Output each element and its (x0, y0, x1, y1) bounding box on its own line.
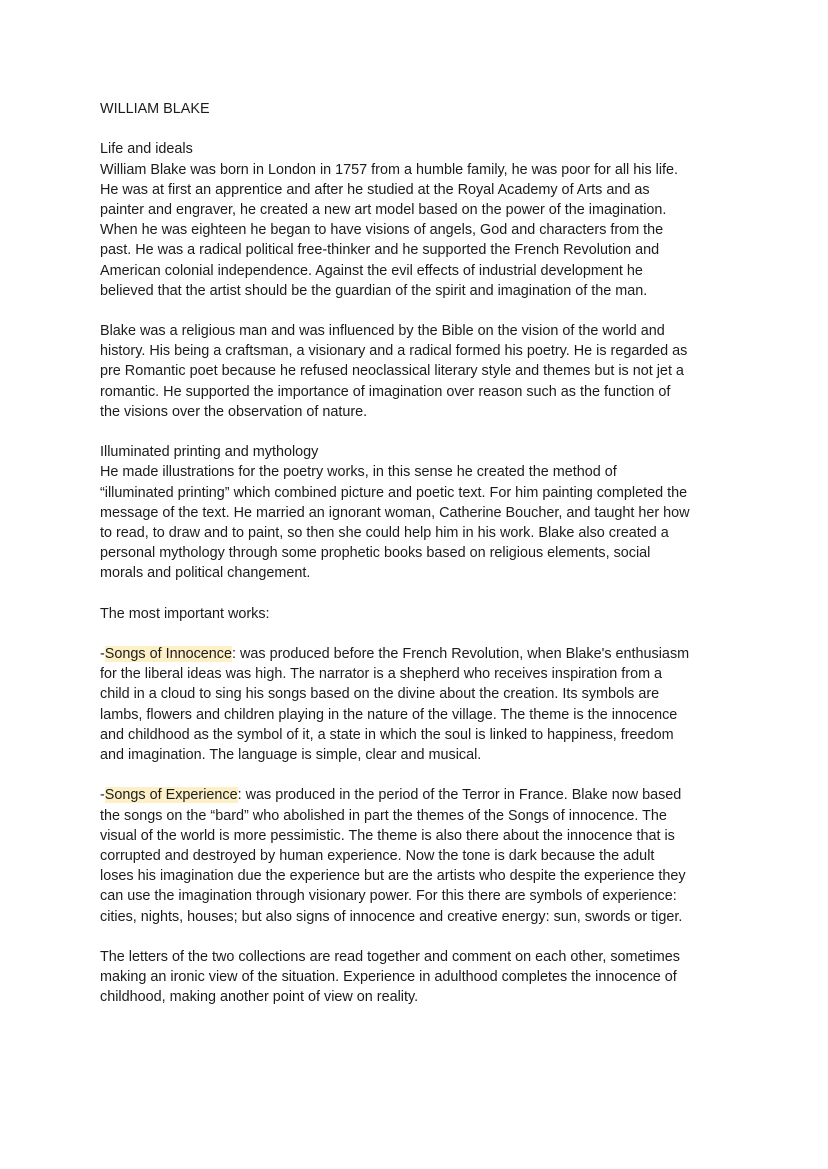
text-line: and childhood as the symbol of it, a state in which the soul is linked to happiness, freedom (100, 726, 674, 743)
text-line: child in a cloud to sing his songs based on the divine about the creation. Its symbols are (100, 686, 660, 703)
document-section (100, 604, 760, 624)
text-line: “illuminated printing” which combined picture and poetic text. For him painting completed the (100, 484, 688, 501)
text-line: believed that the artist should be the guardian of the spirit and imagination of the man. (100, 282, 648, 299)
text-line: The most important works: (100, 605, 270, 622)
document-title: WILLIAM BLAKE (100, 101, 210, 117)
text-line (100, 644, 760, 664)
text-line: The letters of the two collections are read together and comment on each other, sometimes (100, 948, 680, 965)
document-section (100, 139, 760, 301)
item-prefix: - (100, 787, 105, 804)
text-line: romantic. He supported the importance of imagination over reason such as the function of (100, 383, 671, 400)
document-section (100, 321, 760, 422)
text-line: for the liberal ideas was high. The narrator is a shepherd who receives inspiration from a (100, 666, 663, 683)
text-line: He made illustrations for the poetry works, in this sense he created the method of (100, 464, 617, 481)
text-line: to read, to draw and to paint, so then she could help him in his work. Blake also created a (100, 524, 669, 541)
text-line: American colonial independence. Against the evil effects of industrial development he (100, 262, 643, 279)
text-line: Blake was a religious man and was influenced by the Bible on the vision of the world and (100, 323, 665, 340)
text-line: message of the text. He married an ignorant woman, Catherine Boucher, and taught her how (100, 504, 690, 521)
text-line: When he was eighteen he began to have visions of angels, God and characters from the (100, 222, 664, 239)
document-section (100, 644, 760, 765)
text-line: the visions over the observation of nature. (100, 403, 368, 420)
text-line: loses his imagination due the experience but are the artists who despite the experience they (100, 868, 686, 885)
text-line: and imagination. The language is simple, clear and musical. (100, 747, 482, 763)
text-line: morals and political changement. (100, 565, 311, 582)
text-line: visual of the world is more pessimistic. The theme is also there about the innocence that is (100, 827, 675, 844)
document-section (100, 442, 760, 583)
item-text: : was produced before the French Revolution, when Blake's enthusiasm (232, 646, 690, 663)
text-line: childhood, making another point of view on reality. (100, 989, 419, 1006)
text-line: can use the imagination through visionary power. For this there are symbols of experience: (100, 888, 677, 905)
text-line: making an ironic view of the situation. Experience in adulthood completes the innocence of (100, 969, 677, 986)
document-section (100, 99, 760, 119)
text-line: William Blake was born in London in 1757 from a humble family, he was poor for all his life. (100, 161, 679, 178)
text-line: He was at first an apprentice and after he studied at the Royal Academy of Arts and as (100, 181, 650, 198)
text-line: lambs, flowers and children playing in the nature of the village. The theme is the innocence (100, 706, 678, 723)
item-prefix: - (100, 646, 105, 663)
document-page (100, 99, 760, 1028)
text-line: pre Romantic poet because he refused neoclassical literary style and themes but is not jet a (100, 363, 684, 380)
document-section (100, 785, 760, 926)
text-line: Life and ideals (100, 141, 193, 158)
highlighted-title: Songs of Experience (104, 787, 238, 804)
text-line: painter and engraver, he created a new art model based on the power of the imagination. (100, 201, 667, 218)
item-text: : was produced in the period of the Terror in France. Blake now based (237, 787, 682, 804)
text-line: corrupted and destroyed by human experience. Now the tone is dark because the adult (100, 847, 655, 864)
text-line: cities, nights, houses; but also signs of innocence and creative energy: sun, swords or tiger. (100, 908, 683, 925)
text-line: past. He was a radical political free-thinker and he supported the French Revolution and (100, 242, 660, 259)
text-line: Illuminated printing and mythology (100, 444, 319, 461)
text-line: the songs on the “bard” who abolished in part the themes of the Songs of innocence. The (100, 807, 667, 824)
text-line (100, 785, 760, 805)
document-section (100, 947, 760, 1008)
text-line: personal mythology through some prophetic books based on religious elements, social (100, 545, 651, 562)
highlighted-title: Songs of Innocence (104, 646, 233, 663)
text-line: history. His being a craftsman, a visionary and a radical formed his poetry. He is regarded as (100, 343, 688, 360)
